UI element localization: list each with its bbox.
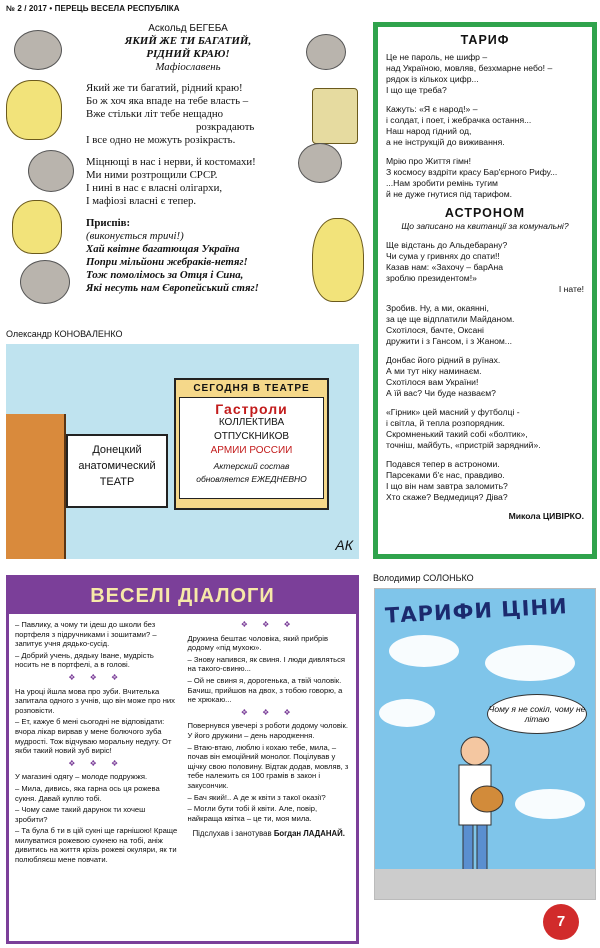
poet-signature: Микола ЦИВІРКО. — [508, 511, 584, 521]
line: Схотілося, бачте, Оксані — [386, 325, 484, 335]
cloud-icon — [379, 699, 435, 727]
separator: ❖ ❖ ❖ — [68, 758, 125, 768]
dialog-line: – Втаю-втаю, люблю і кохаю тебе, мила, – почав він емоційний монолог. Поцілував у щічку свою половину. Відтак додав, мовляв, з тебе належить ся 100 грамів в закон і закусончик. — [187, 742, 349, 790]
line: дружити і з Гансом, і з Жаном... — [386, 336, 512, 346]
dialog-line: – Та була б ти в цій сукні ще гарнішою! Краще милуватися рожевою сукнею на тобі, аніж дивитись на життя крізь рожеві окуляри, як ти полюбляєш мене повчати. — [15, 826, 178, 865]
tarif-stanza-3 — [386, 156, 584, 200]
theatre-sign — [66, 434, 168, 508]
rats-cartoon-right — [292, 28, 368, 320]
astro-stanza-2 — [386, 303, 584, 347]
separator: ❖ ❖ ❖ — [240, 707, 297, 717]
astro-subtitle: Що записано на квитанції за комунальні? — [401, 221, 569, 231]
dialog-line: – Мила, дивись, яка гарна ось ця рожева сукня. Давай куплю тобі. — [15, 783, 160, 803]
line: зроблю президентом!» — [386, 273, 477, 283]
line: Казав нам: «Захочу – барАна — [386, 262, 503, 272]
poem-line: І нині в нас є власні олігархи, — [86, 182, 223, 194]
poem-line: Хай квітне багатющая Україна — [86, 243, 240, 255]
line: й не дуже гнутися під тарифом. — [386, 189, 512, 199]
poem-line: Бо ж хоч яка впаде на тебе власть – — [86, 95, 249, 107]
dialog-line: У магазині одягу – молоде подружжя. — [15, 772, 148, 782]
dialogs-credit — [188, 829, 351, 839]
theatre-cartoon — [6, 344, 359, 559]
line: Парсеками б'є нас, правдиво. — [386, 470, 505, 480]
poem-stanza-1 — [86, 82, 290, 147]
line: рядок із кількох цифр... — [386, 74, 479, 84]
poem-stanza-2 — [86, 156, 290, 208]
city-skyline-illustration — [375, 869, 595, 899]
poem-line: Який же ти багатий, рідний краю! — [86, 82, 243, 94]
tarif-title: ТАРИФ — [460, 33, 510, 47]
dialog-line: – Ой не свиня я, дорогенька, а твій чоловік. Бачиш, прийшов на двох, з тобою говорю, а не хрюкаю... — [187, 675, 343, 705]
poetry-column-inner — [378, 27, 592, 554]
line: і солдат, і поет, і жебрачка остання... — [386, 115, 532, 125]
line: точніш, майбуть, «пристрій зарядний». — [386, 440, 541, 450]
rat-icon — [20, 260, 70, 304]
line: А ми тут ніку наминаєм. — [386, 366, 482, 376]
line: Донбас його рідний в руїнах. — [386, 355, 501, 365]
line: Зробив. Ну, а ми, окаянні, — [386, 303, 489, 313]
artist-signature: АК — [335, 537, 353, 553]
line: Наш народ гідний од, — [386, 126, 472, 136]
credit-prefix: Підслухав і занотував — [192, 829, 272, 839]
money-bag-icon — [6, 80, 62, 140]
cartoon-author-konovalenko: Олександр КОНОВАЛЕНКО — [6, 329, 123, 339]
line: З космосу вздріти красу Бар'єрного Рифу... — [386, 167, 558, 177]
poster-note: обновляется ЕЖЕДНЕВНО — [196, 474, 307, 484]
line: над Україною, мовляв, безхмарне небо! – — [386, 63, 553, 73]
line: Кажуть: «Я є народ!» – — [386, 104, 478, 114]
line: а не інструкцій до виживання. — [386, 137, 505, 147]
dialog-line: – Добрий учень, дядьку Іване, мудрість носить не в портфелі, а в голові. — [15, 650, 154, 670]
poem-line: І все одно не можуть розікрасть. — [86, 134, 236, 146]
poster-body — [179, 397, 324, 499]
line: І нате! — [558, 284, 584, 294]
poem-title-line-1: ЯКИЙ ЖЕ ТИ БАГАТИЙ, — [124, 35, 252, 47]
sign-line: Донецкий — [92, 444, 142, 456]
line: «Гірник» цей масний у футболці - — [386, 407, 520, 417]
line: Ще відстань до Альдебарану? — [386, 240, 508, 250]
line: Схотілося вам України! — [386, 377, 479, 387]
dialogs-column-1 — [15, 620, 178, 867]
poem-chorus — [86, 243, 290, 295]
astro-title: АСТРОНОМ — [444, 206, 526, 220]
tariffs-cartoon — [374, 588, 596, 900]
money-bag-icon — [12, 200, 62, 254]
cartoon-author-solonko: Володимир СОЛОНЬКО — [373, 573, 474, 583]
tarif-stanza-2 — [386, 104, 584, 148]
dialogs-columns — [9, 614, 356, 873]
poem-line: розкрадають — [196, 121, 255, 133]
line: і світла, й тепла розпорядник. — [386, 418, 505, 428]
line: за це ще відплатили Майданом. — [386, 314, 515, 324]
sign-line: ТЕАТР — [99, 476, 135, 488]
line: Скромненький такий собі «болтик», — [386, 429, 528, 439]
line: ...Нам зробити ремінь тугим — [386, 178, 498, 188]
line: І що він нам завтра заломить? — [386, 481, 508, 491]
astro-stanza-4 — [386, 407, 584, 451]
poster-line: КОЛЛЕКТИВА — [218, 417, 285, 428]
poem-line: Міцнющі в нас і нерви, й костомахи! — [86, 156, 256, 168]
separator: ❖ ❖ ❖ — [68, 672, 125, 682]
credit-name: Богдан ЛАДАНАЙ. — [273, 829, 345, 839]
dialog-line: – Бач який!.. А де ж квіти з такої оказії? — [187, 792, 326, 802]
line: А їй вас? Чи буде назваєм? — [386, 388, 496, 398]
dialog-line: – Могли бути тобі й квіти. Але, повір, найкраща квітка – це ти, моя мила. — [187, 804, 318, 823]
dialog-line: – Чому саме такий дарунок ти хочеш зробити? — [15, 805, 146, 824]
poster-note: Актерский состав — [213, 461, 290, 471]
page-header: № 2 / 2017 • ПЕРЕЦЬ ВЕСЕЛА РЕСПУБЛІКА — [6, 4, 180, 13]
sign-line: анатомический — [78, 460, 156, 472]
dialog-line: – Павлику, а чому ти ідеш до школи без портфеля з підручниками і зошитами? – запитує учня дядько-сусід. — [15, 620, 157, 649]
rat-icon — [298, 143, 342, 183]
rats-cartoon-left — [6, 20, 84, 320]
money-bag-icon — [312, 218, 364, 302]
line: Хто скаже? Ведмедиця? Діва? — [386, 492, 508, 502]
dialog-line: На уроці йшла мова про зуби. Вчителька запитала одного з учнів, що він може про них розповісти. — [15, 686, 175, 715]
separator: ❖ ❖ ❖ — [240, 620, 297, 629]
tarif-stanza-1 — [386, 52, 584, 96]
poem-line: Тож помолімось за Отця і Сина, — [86, 269, 244, 281]
rat-icon — [28, 150, 74, 192]
poem-chorus-note: (виконується тричі!) — [86, 230, 184, 242]
poem-author: Аскольд БЕГЕБА — [148, 23, 228, 34]
poem-line: Які несуть нам Європейський стяг! — [86, 282, 259, 294]
poem-chorus-heading: Приспів: — [86, 217, 131, 229]
astro-stanza-1 — [386, 240, 584, 295]
line: Подався тепер в астрономи. — [386, 459, 500, 469]
astro-stanza-5 — [386, 459, 584, 503]
poem-block — [86, 22, 290, 295]
poster-header: СЕГОДНЯ В ТЕАТРЕ — [193, 383, 310, 394]
poster-line: АРМИИ РОССИИ — [210, 445, 293, 456]
poster-title: Гастроли — [215, 401, 288, 417]
poem-title-line-2: РІДНИЙ КРАЮ! — [146, 48, 230, 60]
rat-icon — [306, 34, 346, 70]
poem-line: Попри мільйони жебраків-нетяг! — [86, 256, 248, 268]
door-illustration — [6, 414, 66, 559]
line: Чи сума у гривнях до спати!! — [386, 251, 500, 261]
poem-dedication: Мафіославень — [155, 61, 221, 73]
speech-bubble: Чому я не сокіл, чому не літаю — [487, 694, 587, 734]
line: Це не пароль, не шифр – — [386, 52, 488, 62]
line: І що ще треба? — [386, 85, 447, 95]
dialog-line: Дружина бештає чоловіка, який прибрів додому «під мухою». — [187, 633, 328, 653]
funny-dialogs-box — [6, 575, 359, 944]
poetry-column — [373, 22, 597, 559]
astro-stanza-3 — [386, 355, 584, 399]
poster-sign — [174, 378, 329, 510]
cloud-icon — [515, 789, 585, 819]
page-number-badge: 7 — [543, 904, 579, 940]
dialogs-title: ВЕСЕЛІ ДІАЛОГИ — [9, 578, 356, 614]
cloud-icon — [485, 645, 575, 681]
poem-line: І мафіозі власні є тепер. — [86, 195, 197, 207]
poem-line: Ми ними розтрощили СРСР. — [86, 169, 218, 181]
line: Мрію про Життя гімн! — [386, 156, 472, 166]
cloud-icon — [389, 635, 459, 667]
cartoon-title: ТАРИФИ ЦІНИ — [384, 594, 569, 628]
dialog-line: – Ет, кажуе б мені сьогодні не відповідати: вчора лікар вирвав у мене болючого зуба мудрості. Тож відчуваю моральну недугу. От якби такий новий зуб виріс! — [15, 717, 172, 756]
rat-icon — [14, 30, 62, 70]
dialogs-column-2 — [188, 620, 351, 867]
dialog-line: – Знову напився, як свиня. І люди дивляться на такого-свиню... — [187, 654, 345, 674]
dialog-line: Повернувся увечері з роботи додому чоловік. У його дружини – день народження. — [187, 721, 348, 740]
poem-line: Вже стільки літ тебе нещадно — [86, 108, 224, 120]
podium-icon — [312, 88, 358, 144]
poster-line: ОТПУСКНИКОВ — [213, 431, 290, 442]
